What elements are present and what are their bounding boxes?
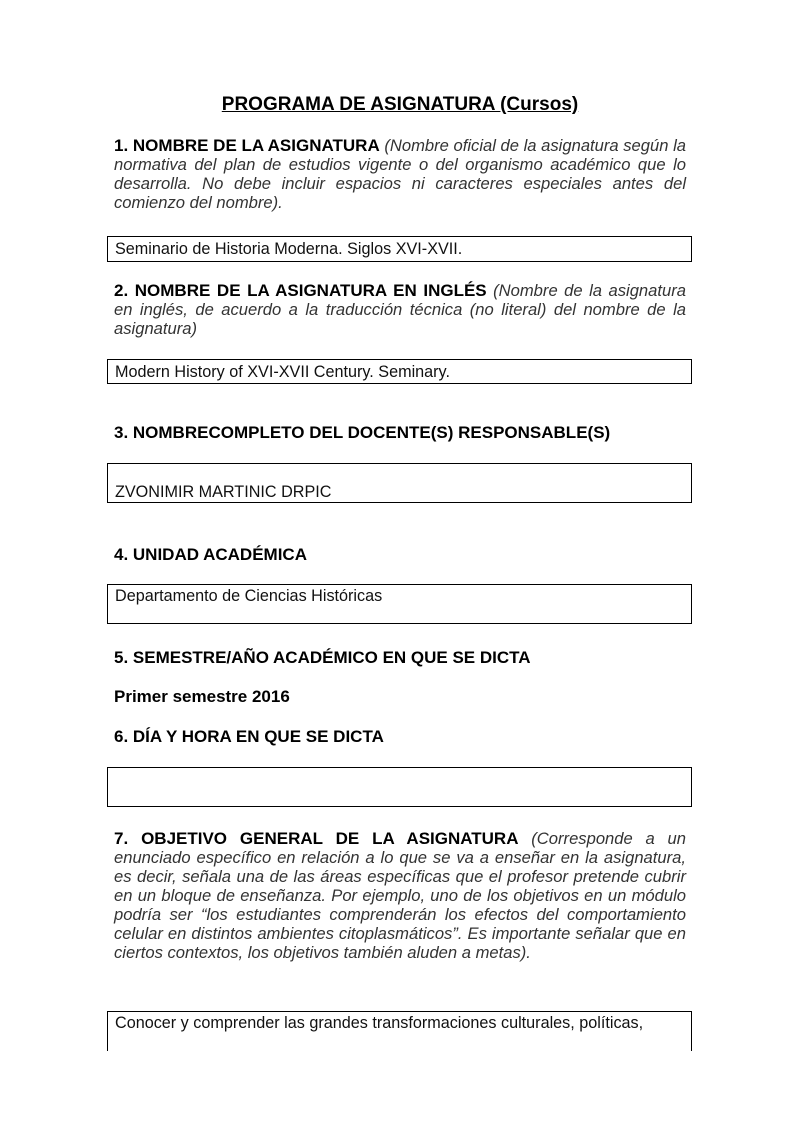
- course-name-english-value: Modern History of XVI-XVII Century. Seminary.: [115, 363, 450, 381]
- academic-unit-field[interactable]: [107, 584, 692, 624]
- section-4-heading: 4. UNIDAD ACADÉMICA: [114, 545, 307, 564]
- section-7-heading: 7. OBJETIVO GENERAL DE LA ASIGNATURA: [114, 829, 519, 848]
- section-2-note: (Nombre de la asignatura en inglés, de acuerdo a la traducción técnica (no literal) del nombre de la asignatura): [114, 281, 686, 338]
- semester-value: Primer semestre 2016: [114, 687, 290, 706]
- section-3-heading: 3. NOMBRECOMPLETO DEL DOCENTE(S) RESPONSABLE(S): [114, 423, 611, 442]
- section-1-heading: 1. NOMBRE DE LA ASIGNATURA: [114, 136, 380, 155]
- course-name-english-field[interactable]: [107, 359, 692, 384]
- section-5-heading: 5. SEMESTRE/AÑO ACADÉMICO EN QUE SE DICTA: [114, 648, 531, 667]
- section-2-heading: 2. NOMBRE DE LA ASIGNATURA EN INGLÉS: [114, 281, 487, 300]
- page-title: PROGRAMA DE ASIGNATURA (Cursos): [221, 94, 579, 115]
- section-1-note: (Nombre oficial de la asignatura según la normativa del plan de estudios vigente o del organismo académico que lo desarrolla. No debe incluir espacios ni caracteres especiales antes del comienzo del nombre).: [114, 136, 686, 212]
- instructor-value: ZVONIMIR MARTINIC DRPIC: [115, 483, 332, 501]
- section-1-description: [114, 136, 686, 212]
- course-name-value: Seminario de Historia Moderna. Siglos XVI-XVII.: [115, 240, 463, 258]
- section-2-description: [114, 281, 686, 338]
- academic-unit-value: Departamento de Ciencias Históricas: [115, 587, 383, 605]
- general-objective-field[interactable]: [107, 1011, 692, 1051]
- instructor-field[interactable]: [107, 463, 692, 503]
- schedule-field[interactable]: [107, 767, 692, 807]
- section-7-note: (Corresponde a un enunciado específico en relación a lo que se va a enseñar en la asignatura, es decir, señala una de las áreas específicas que el profesor pretende cubrir en un bloque de enseñanza. Por ejemplo, uno de los objetivos en un módulo podría ser “los estudiantes comprenderán los efectos del comportamiento celular en distintos ambientes citoplasmáticos”. Es importante señalar que en ciertos contextos, los objetivos también aluden a metas).: [114, 829, 686, 962]
- course-name-field[interactable]: [107, 236, 692, 262]
- section-6-heading: 6. DÍA Y HORA EN QUE SE DICTA: [114, 727, 384, 746]
- section-7-description: [114, 829, 686, 962]
- general-objective-value: Conocer y comprender las grandes transformaciones culturales, políticas,: [115, 1014, 644, 1032]
